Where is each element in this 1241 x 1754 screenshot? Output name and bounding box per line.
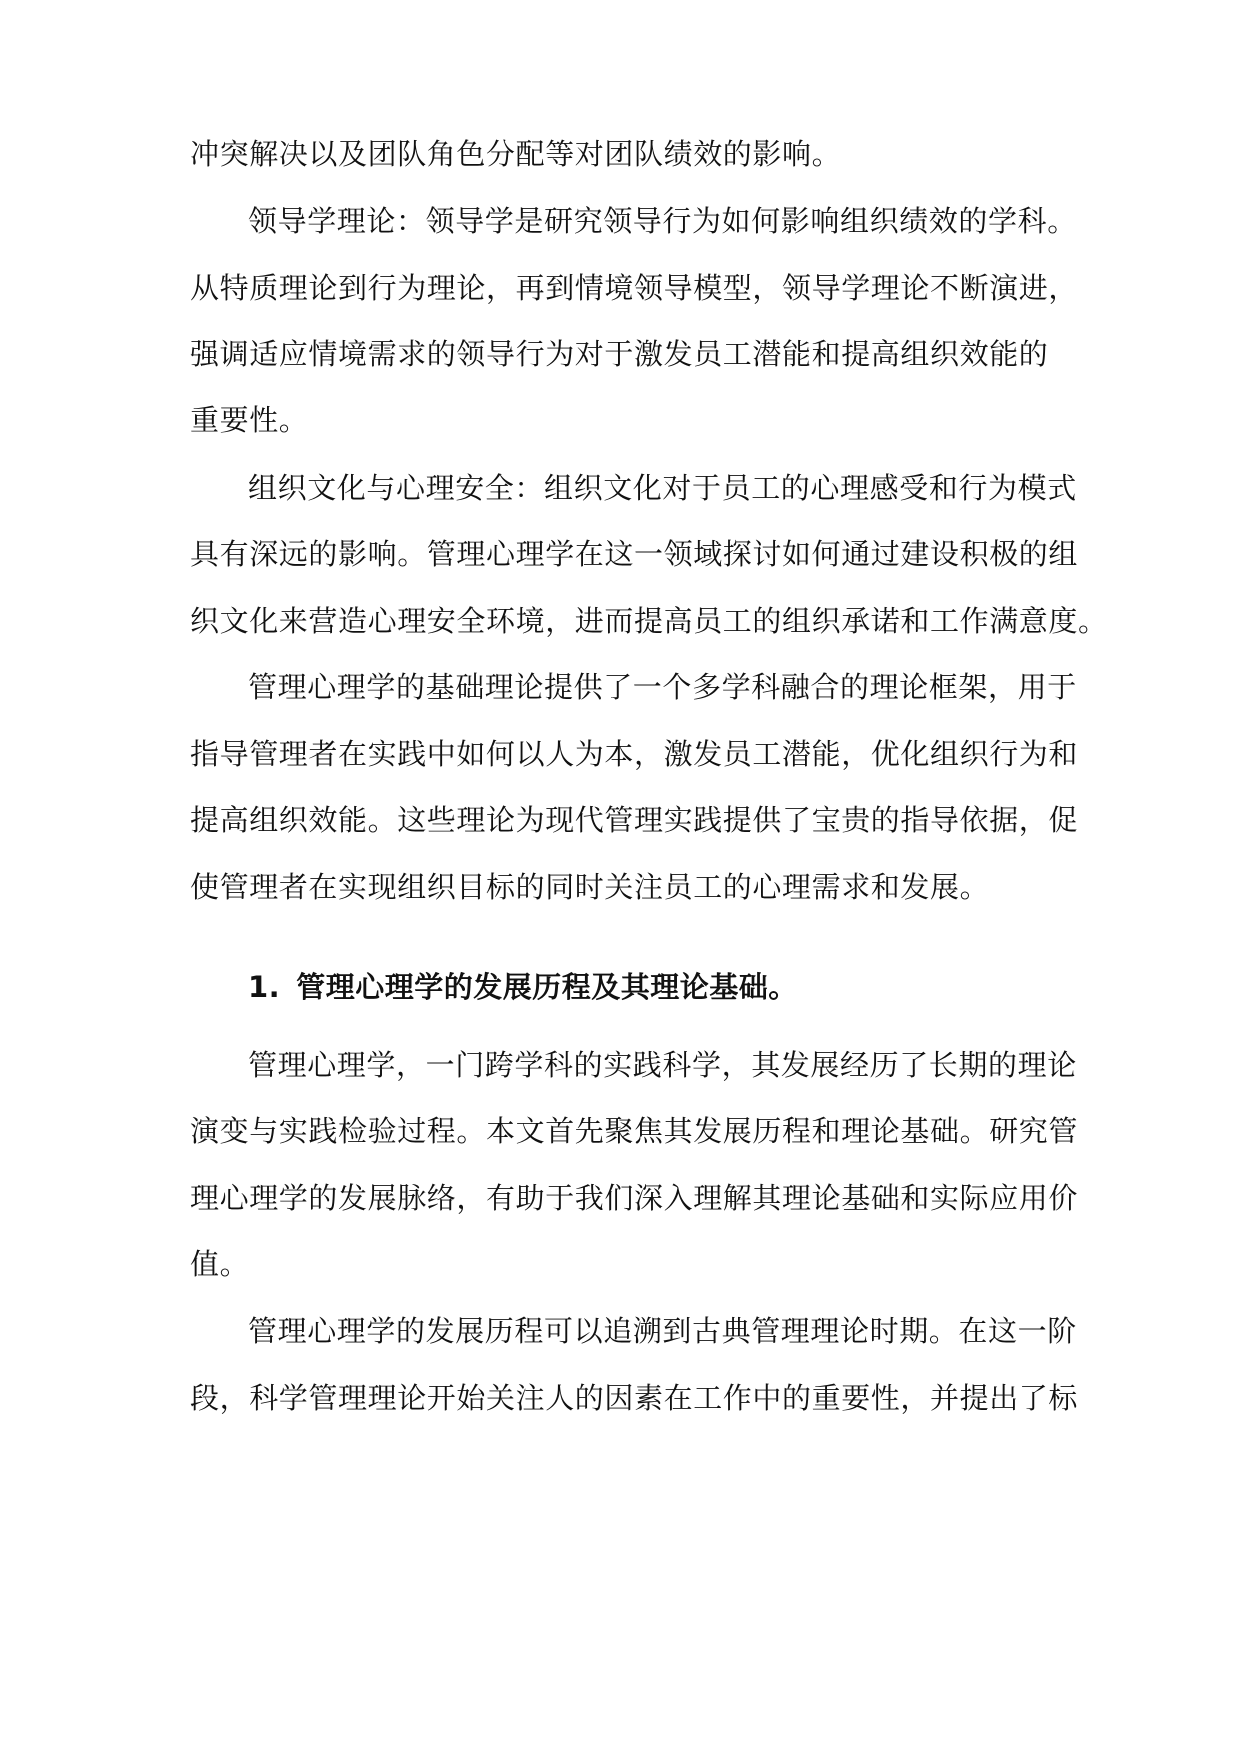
paragraph-line: 从特质理论到行为理论，再到情境领导模型，领导学理论不断演进， — [190, 271, 1079, 305]
paragraph-line: 管理心理学，一门跨学科的实践科学，其发展经历了长期的理论 — [248, 1048, 1077, 1082]
paragraph-line: 指导管理者在实践中如何以人为本，激发员工潜能，优化组织行为和 — [190, 737, 1079, 771]
section-title: 管理心理学的发展历程及其理论基础。 — [296, 970, 798, 1004]
paragraph-line: 值。 — [190, 1247, 250, 1281]
paragraph-line: 重要性。 — [190, 403, 309, 437]
paragraph-line: 提高组织效能。这些理论为现代管理实践提供了宝贵的指导依据，促 — [190, 803, 1079, 837]
paragraph-line: 冲突解决以及团队角色分配等对团队绩效的影响。 — [190, 137, 842, 171]
paragraph-line: 领导学理论：领导学是研究领导行为如何影响组织绩效的学科。 — [248, 204, 1077, 238]
paragraph-line: 使管理者在实现组织目标的同时关注员工的心理需求和发展。 — [190, 870, 990, 904]
paragraph-line: 管理心理学的基础理论提供了一个多学科融合的理论框架，用于 — [248, 670, 1077, 704]
section-heading — [248, 967, 798, 1007]
paragraph-line: 强调适应情境需求的领导行为对于激发员工潜能和提高组织效能的 — [190, 337, 1049, 371]
paragraph-line: 演变与实践检验过程。本文首先聚焦其发展历程和理论基础。研究管 — [190, 1114, 1079, 1148]
section-number: 1. — [248, 970, 281, 1004]
paragraph-line: 理心理学的发展脉络，有助于我们深入理解其理论基础和实际应用价 — [190, 1181, 1079, 1215]
paragraph-line: 段，科学管理理论开始关注人的因素在工作中的重要性，并提出了标 — [190, 1381, 1079, 1415]
paragraph-line: 织文化来营造心理安全环境，进而提高员工的组织承诺和工作满意度。 — [190, 604, 1108, 638]
paragraph-line: 组织文化与心理安全：组织文化对于员工的心理感受和行为模式 — [248, 471, 1077, 505]
paragraph-line: 具有深远的影响。管理心理学在这一领域探讨如何通过建设积极的组 — [190, 537, 1079, 571]
paragraph-line: 管理心理学的发展历程可以追溯到古典管理理论时期。在这一阶 — [248, 1314, 1077, 1348]
